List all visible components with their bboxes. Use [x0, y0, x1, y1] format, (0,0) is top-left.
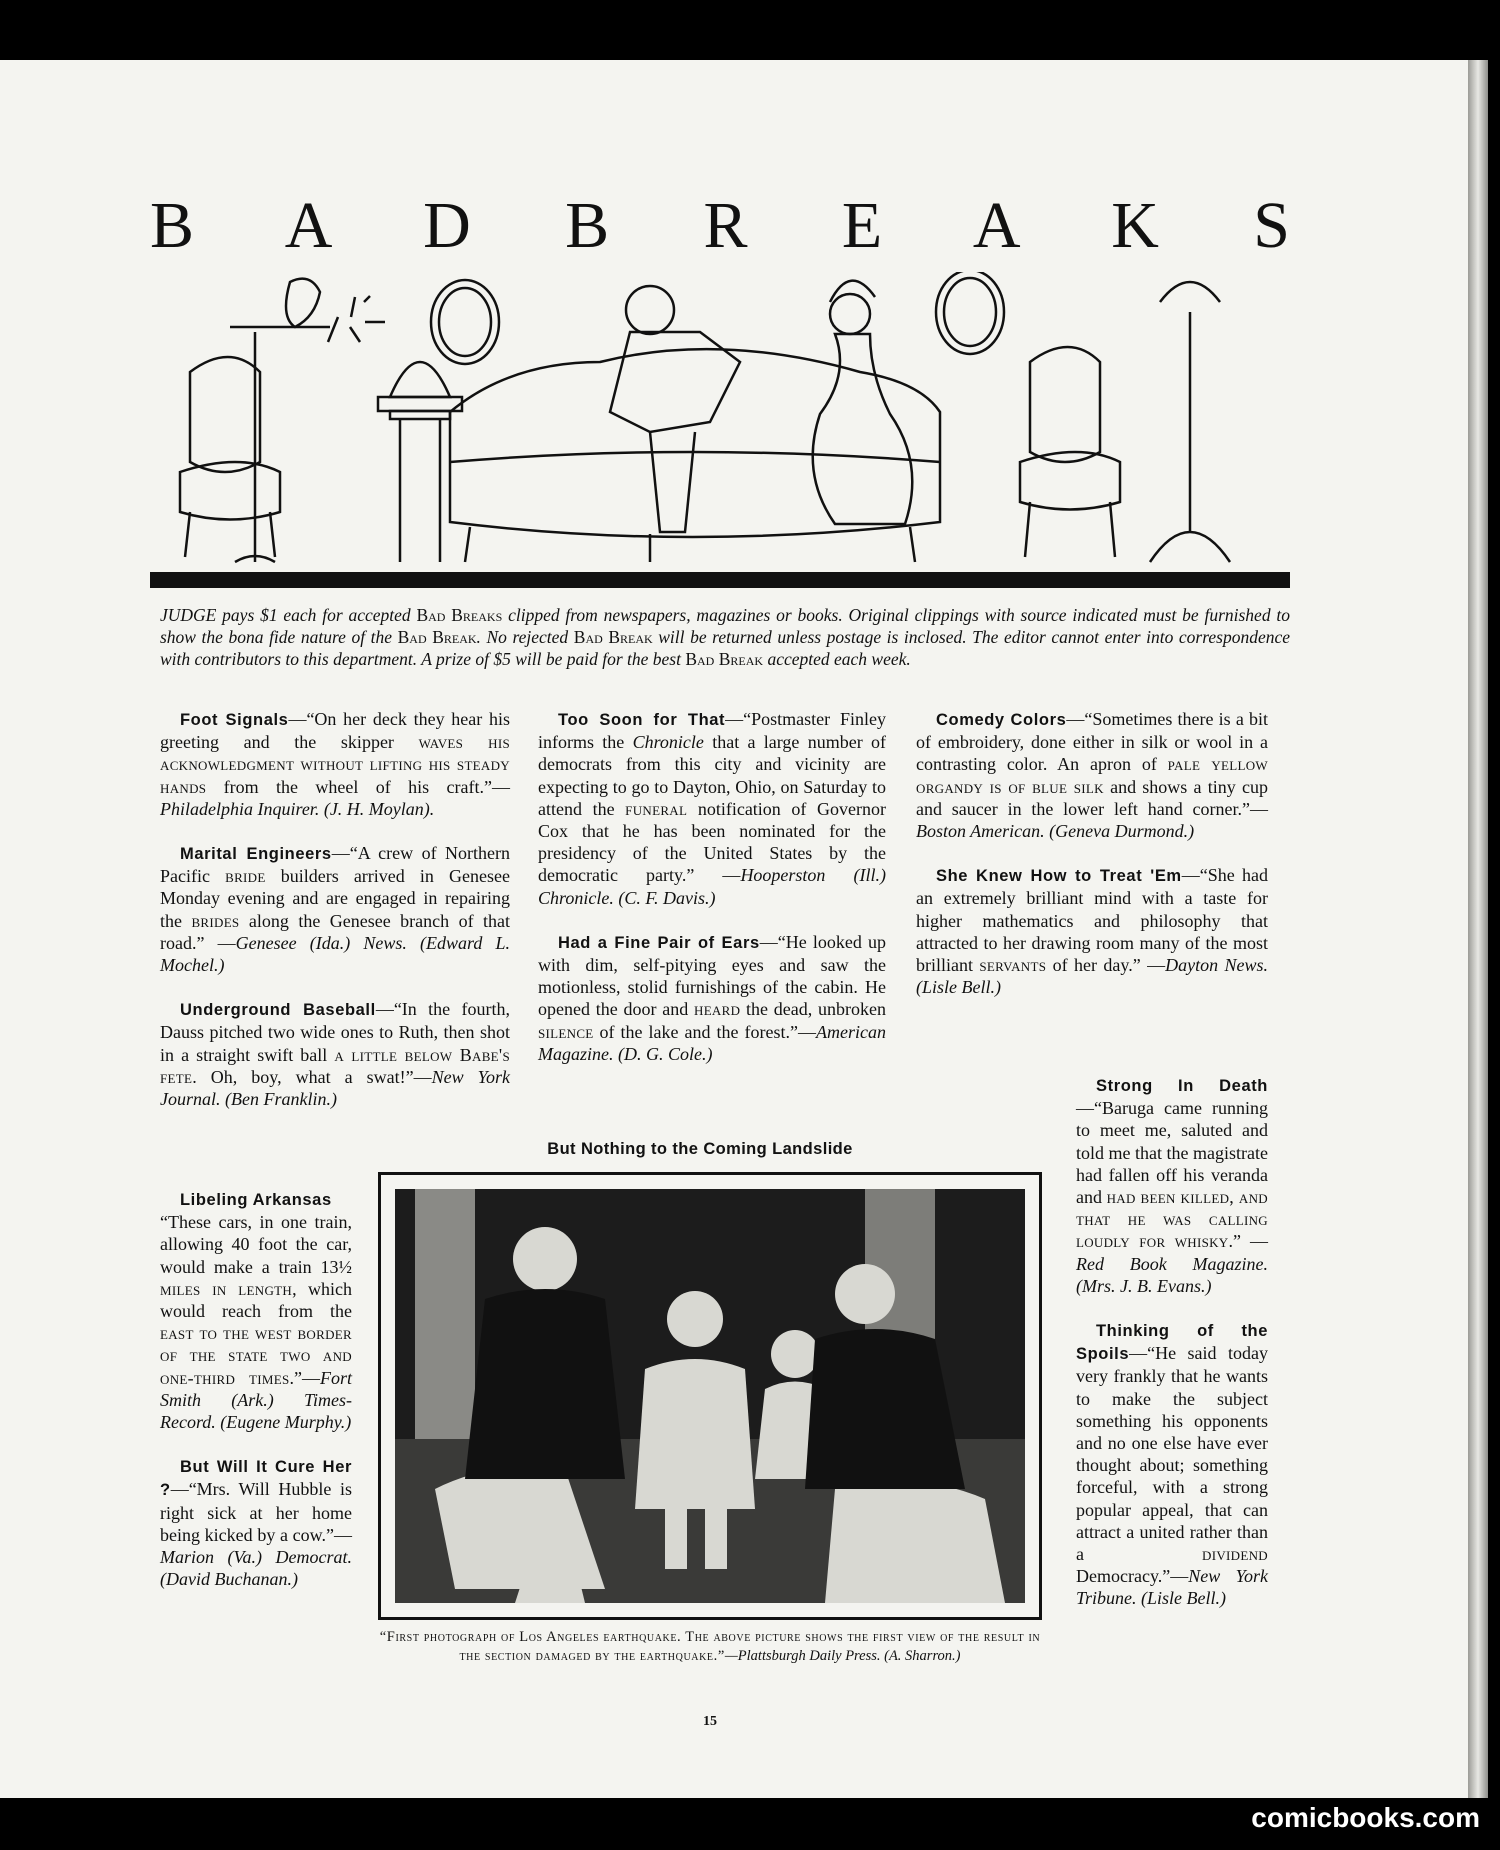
item-too-soon: Too Soon for That—“Postmaster Finley informs the Chronicle that a large number of democrats from this city and vicinity are expecting to go to Dayton, Ohio, on Saturday to attend the funeral notification of Governor Cox that he has been nominated for the presidency of the United States by the democratic party.” —Hooperston (Ill.) Chronicle. (C. F. Davis.)	[538, 709, 887, 908]
portrait-frame-right	[936, 272, 1004, 354]
column-1	[160, 708, 510, 1132]
item-treat-em: She Knew How to Treat 'Em—“She had an extremely brilliant mind with a taste for higher mathematics and philosophy that attracted to her drawing room many of the most brilliant servants of her day.” —Dayton News. (Lisle Bell.)	[916, 865, 1268, 998]
bell-jar	[390, 362, 450, 397]
watermark: comicbooks.com	[1251, 1802, 1480, 1833]
page-edge	[1468, 60, 1488, 1798]
item-marital-engineers: Marital Engineers—“A crew of Northern Pacific bride builders arrived in Genesee Monday evening and are engaged in repairing the brides along the Genesee branch of that road.” —Genesee (Ida.) News. (Edward L. Mochel.)	[160, 843, 510, 976]
man-left-head	[513, 1227, 577, 1291]
column-3-narrow	[1076, 1074, 1268, 1632]
masthead	[150, 188, 1290, 264]
photo-caption: “First photograph of Los Angeles earthquake. The above picture shows the first view of the result in the section damaged by the earthquake.”—Plattsburgh Daily Press. (A. Sharron.)	[379, 1629, 1041, 1664]
man-right-head	[835, 1264, 895, 1324]
photo-frame	[378, 1172, 1042, 1620]
masthead-title: B A D B R E A K S	[150, 189, 1290, 262]
column-1-narrow	[160, 1188, 352, 1612]
chair-right	[1030, 347, 1100, 462]
portrait-frame-left	[431, 280, 499, 364]
boy-head	[771, 1330, 819, 1378]
parlor-illustration	[150, 272, 1290, 588]
photo-title: But Nothing to the Coming Landslide	[547, 1140, 853, 1158]
item-foot-signals: Foot Signals—“On her deck they hear his greeting and the skipper waves his acknowledgment without lifting his steady hands from the wheel of his craft.”—Philadelphia Inquirer. (J. H. Moylan).	[160, 709, 511, 819]
column-2	[538, 708, 886, 1087]
girl-head	[667, 1291, 723, 1347]
page-number: 15	[703, 1714, 717, 1729]
item-underground-baseball: Underground Baseball—“In the fourth, Dauss pitched two wide ones to Ruth, then shot in a straight swift ball a little below Babe's fete. Oh, boy, what a swat!”—New York Journal. (Ben Franklin.)	[160, 999, 510, 1110]
item-but-will-it-cure-her: But Will It Cure Her ?—“Mrs. Will Hubble is right sick at her home being kicked by a cow.”—Marion (Va.) Democrat. (David Buchanan.)	[160, 1458, 352, 1590]
parrot-icon	[286, 279, 320, 327]
illustration-floor-bar	[150, 572, 1290, 588]
item-thinking-of-spoils: Thinking of the Spoils—“He said today very frankly that he wants to make the subject something his opponents and no one else have ever thought about; something forceful, with a strong popular appeal, that can attract a united rather than a dividend Democracy.”—New York Tribune. (Lisle Bell.)	[1076, 1322, 1268, 1609]
chair-left	[190, 357, 260, 472]
woman-figure	[830, 294, 870, 334]
item-comedy-colors: Comedy Colors—“Sometimes there is a bit of embroidery, done either in silk or wool in a contrasting color. An apron of pale yellow organdy is of blue silk and shows a tiny cup and saucer in the lower left hand corner.”—Boston American. (Geneva Durmond.)	[916, 709, 1268, 842]
item-fine-pair-of-ears: Had a Fine Pair of Ears—“He looked up with dim, self-pitying eyes and saw the motionless, stolid furnishings of the cabin. He opened the door and heard the dead, unbroken silence of the lake and the forest.”—American Magazine. (D. G. Cole.)	[538, 931, 887, 1064]
man-figure	[626, 286, 674, 334]
item-libeling-arkansas: Libeling Arkansas “These cars, in one train, allowing 40 foot the car, would make a train 13½ miles in length, which would reach from the east to the west border of the state two and one-third times.”—Fort Smith (Ark.) Times-Record. (Eugene Murphy.)	[160, 1191, 352, 1433]
group-photograph	[395, 1189, 1025, 1603]
item-strong-in-death: Strong In Death—“Baruga came running to meet me, saluted and told me that the magistrate had fallen off his veranda and had been killed, and that he was calling loudly for whisky.” —Red Book Magazine. (Mrs. J. B. Evans.)	[1076, 1077, 1268, 1296]
intro-paragraph: JUDGE pays $1 each for accepted Bad Breaks clipped from newspapers, magazines or books. Original clippings with source indicated must be furnished to show the bona fide nature of the Bad Break. No rejected Bad Break will be returned unless postage is inclosed. The editor cannot enter into correspondence with contributors to this department. A prize of $5 will be paid for the best Bad Break accepted each week.	[160, 605, 1291, 669]
column-3	[916, 708, 1268, 1020]
